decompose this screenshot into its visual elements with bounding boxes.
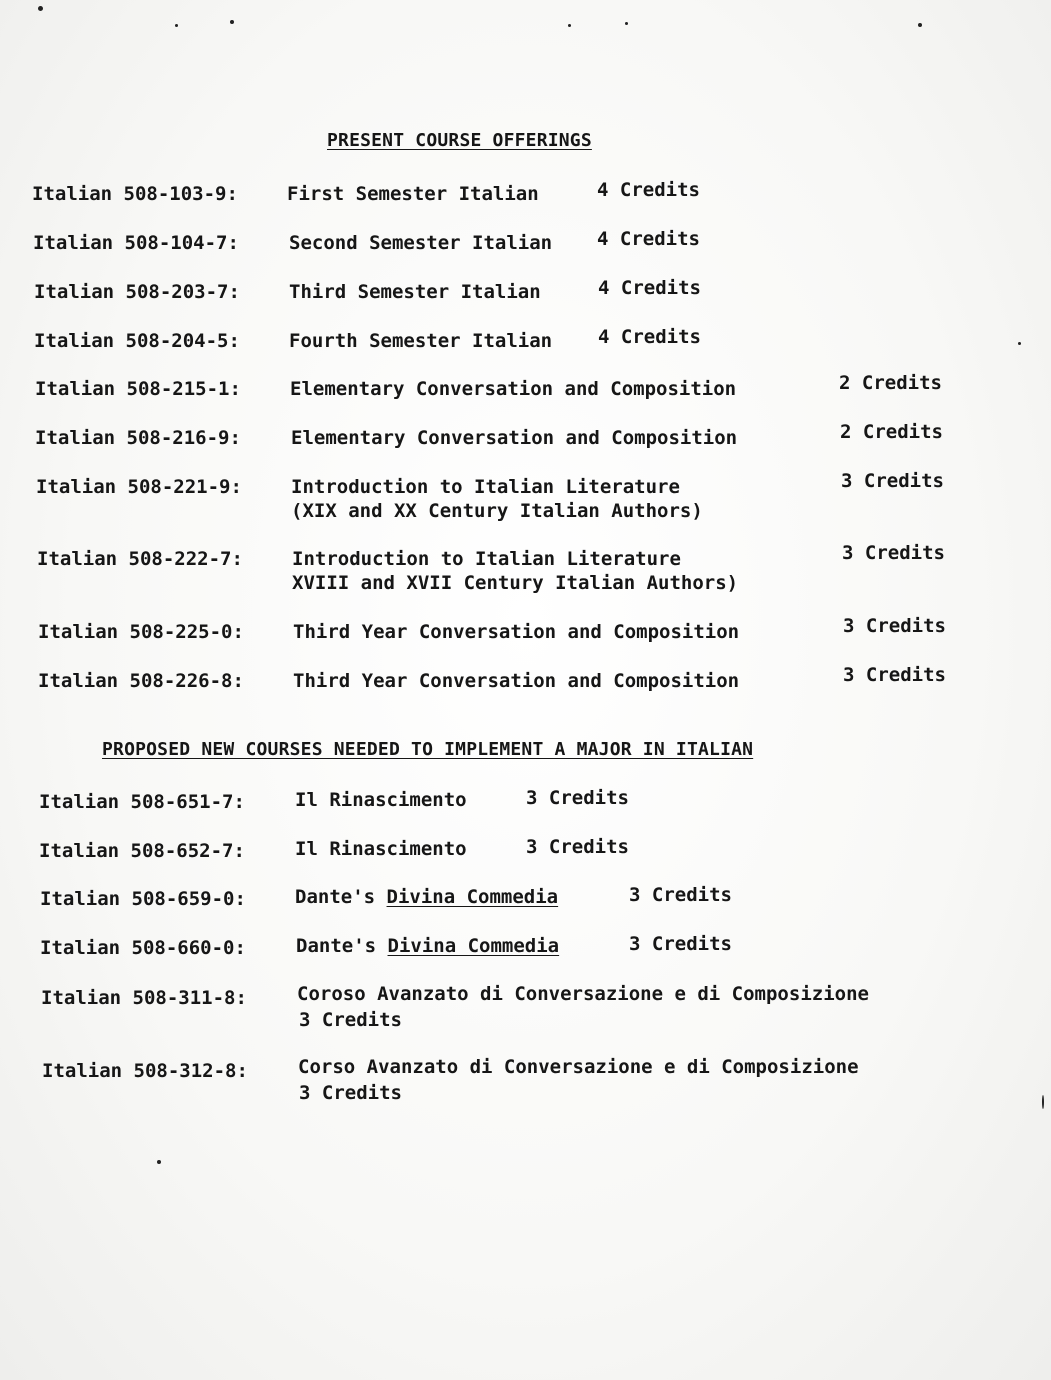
course-row (42, 1056, 1022, 1109)
course-credits: 4 Credits (598, 326, 701, 348)
course-code: Italian 508-660-0: (40, 937, 246, 959)
course-row (39, 787, 1019, 816)
course-code: Italian 508-221-9: (36, 476, 242, 498)
course-row (39, 836, 1019, 865)
scan-speck (1042, 1095, 1044, 1109)
scan-speck (38, 6, 43, 11)
course-row (34, 277, 1014, 306)
course-credits: 4 Credits (597, 228, 700, 250)
course-title-prefix: Dante's (296, 935, 377, 957)
course-title: Corso Avanzato di Conversazione e di Composizione (298, 1056, 859, 1078)
course-credits: 3 Credits (843, 615, 946, 637)
course-row (33, 228, 1013, 257)
course-code: Italian 508-216-9: (35, 427, 241, 449)
course-title-work: Divina Commedia (387, 935, 560, 957)
course-code: Italian 508-311-8: (41, 987, 247, 1009)
present-heading: PRESENT COURSE OFFERINGS (327, 130, 592, 151)
proposed-heading: PROPOSED NEW COURSES NEEDED TO IMPLEMENT A MAJOR IN ITALIAN (102, 739, 754, 760)
course-title-work: Divina Commedia (386, 886, 559, 908)
scan-speck (625, 22, 628, 25)
scan-speck (1018, 342, 1021, 345)
course-credits: 3 Credits (299, 1009, 402, 1031)
course-code: Italian 508-204-5: (34, 330, 240, 352)
course-title-line1: Introduction to Italian Literature (292, 548, 681, 570)
course-title-line2: XVIII and XVII Century Italian Authors) (292, 572, 739, 594)
course-row (40, 884, 1020, 913)
course-title: Elementary Conversation and Composition (290, 378, 737, 400)
course-code: Italian 508-651-7: (39, 791, 245, 813)
course-credits: 3 Credits (526, 836, 629, 858)
course-title (292, 547, 738, 595)
course-code: Italian 508-659-0: (40, 888, 246, 910)
course-title-prefix: Dante's (295, 886, 376, 908)
course-title (291, 475, 703, 523)
course-code: Italian 508-222-7: (37, 548, 243, 570)
course-row (34, 326, 1014, 355)
course-code: Italian 508-226-8: (38, 670, 244, 692)
course-title: Elementary Conversation and Composition (291, 427, 738, 449)
course-title (295, 885, 558, 909)
course-credits: 3 Credits (299, 1082, 402, 1104)
scan-speck (568, 24, 571, 27)
course-row (35, 421, 1015, 452)
course-row (36, 470, 1016, 525)
course-title: Fourth Semester Italian (289, 330, 553, 352)
scan-speck (157, 1160, 161, 1164)
course-credits: 3 Credits (842, 542, 945, 564)
course-row (35, 372, 1015, 403)
course-title-line2: (XIX and XX Century Italian Authors) (291, 500, 703, 522)
course-row (37, 542, 1017, 597)
course-code: Italian 508-312-8: (42, 1060, 248, 1082)
course-credits: 2 Credits (839, 372, 942, 394)
course-code: Italian 508-203-7: (34, 281, 240, 303)
course-row (40, 933, 1020, 962)
course-code: Italian 508-225-0: (38, 621, 244, 643)
course-title: Third Semester Italian (289, 281, 541, 303)
course-row (32, 179, 1012, 208)
course-credits: 3 Credits (526, 787, 629, 809)
course-title (296, 934, 559, 958)
scan-speck (175, 24, 178, 27)
course-credits: 3 Credits (629, 884, 732, 906)
course-row (41, 983, 1021, 1036)
course-credits: 3 Credits (629, 933, 732, 955)
course-credits: 2 Credits (840, 421, 943, 443)
scan-speck (918, 23, 922, 27)
course-credits: 4 Credits (598, 277, 701, 299)
scan-speck (230, 20, 234, 24)
course-title: Third Year Conversation and Composition (293, 670, 740, 692)
course-title: Coroso Avanzato di Conversazione e di Composizione (297, 983, 869, 1005)
course-row (38, 615, 1018, 646)
course-code: Italian 508-652-7: (39, 840, 245, 862)
course-title: Il Rinascimento (295, 838, 467, 860)
course-credits: 4 Credits (597, 179, 700, 201)
course-title: Second Semester Italian (289, 232, 553, 254)
course-row (38, 664, 1018, 695)
course-title: Third Year Conversation and Composition (293, 621, 740, 643)
course-code: Italian 508-103-9: (32, 183, 238, 205)
course-title: First Semester Italian (287, 183, 539, 205)
course-code: Italian 508-215-1: (35, 378, 241, 400)
course-credits: 3 Credits (843, 664, 946, 686)
course-credits: 3 Credits (841, 470, 944, 492)
course-title: Il Rinascimento (295, 789, 467, 811)
course-title-line1: Introduction to Italian Literature (291, 476, 680, 498)
course-code: Italian 508-104-7: (33, 232, 239, 254)
